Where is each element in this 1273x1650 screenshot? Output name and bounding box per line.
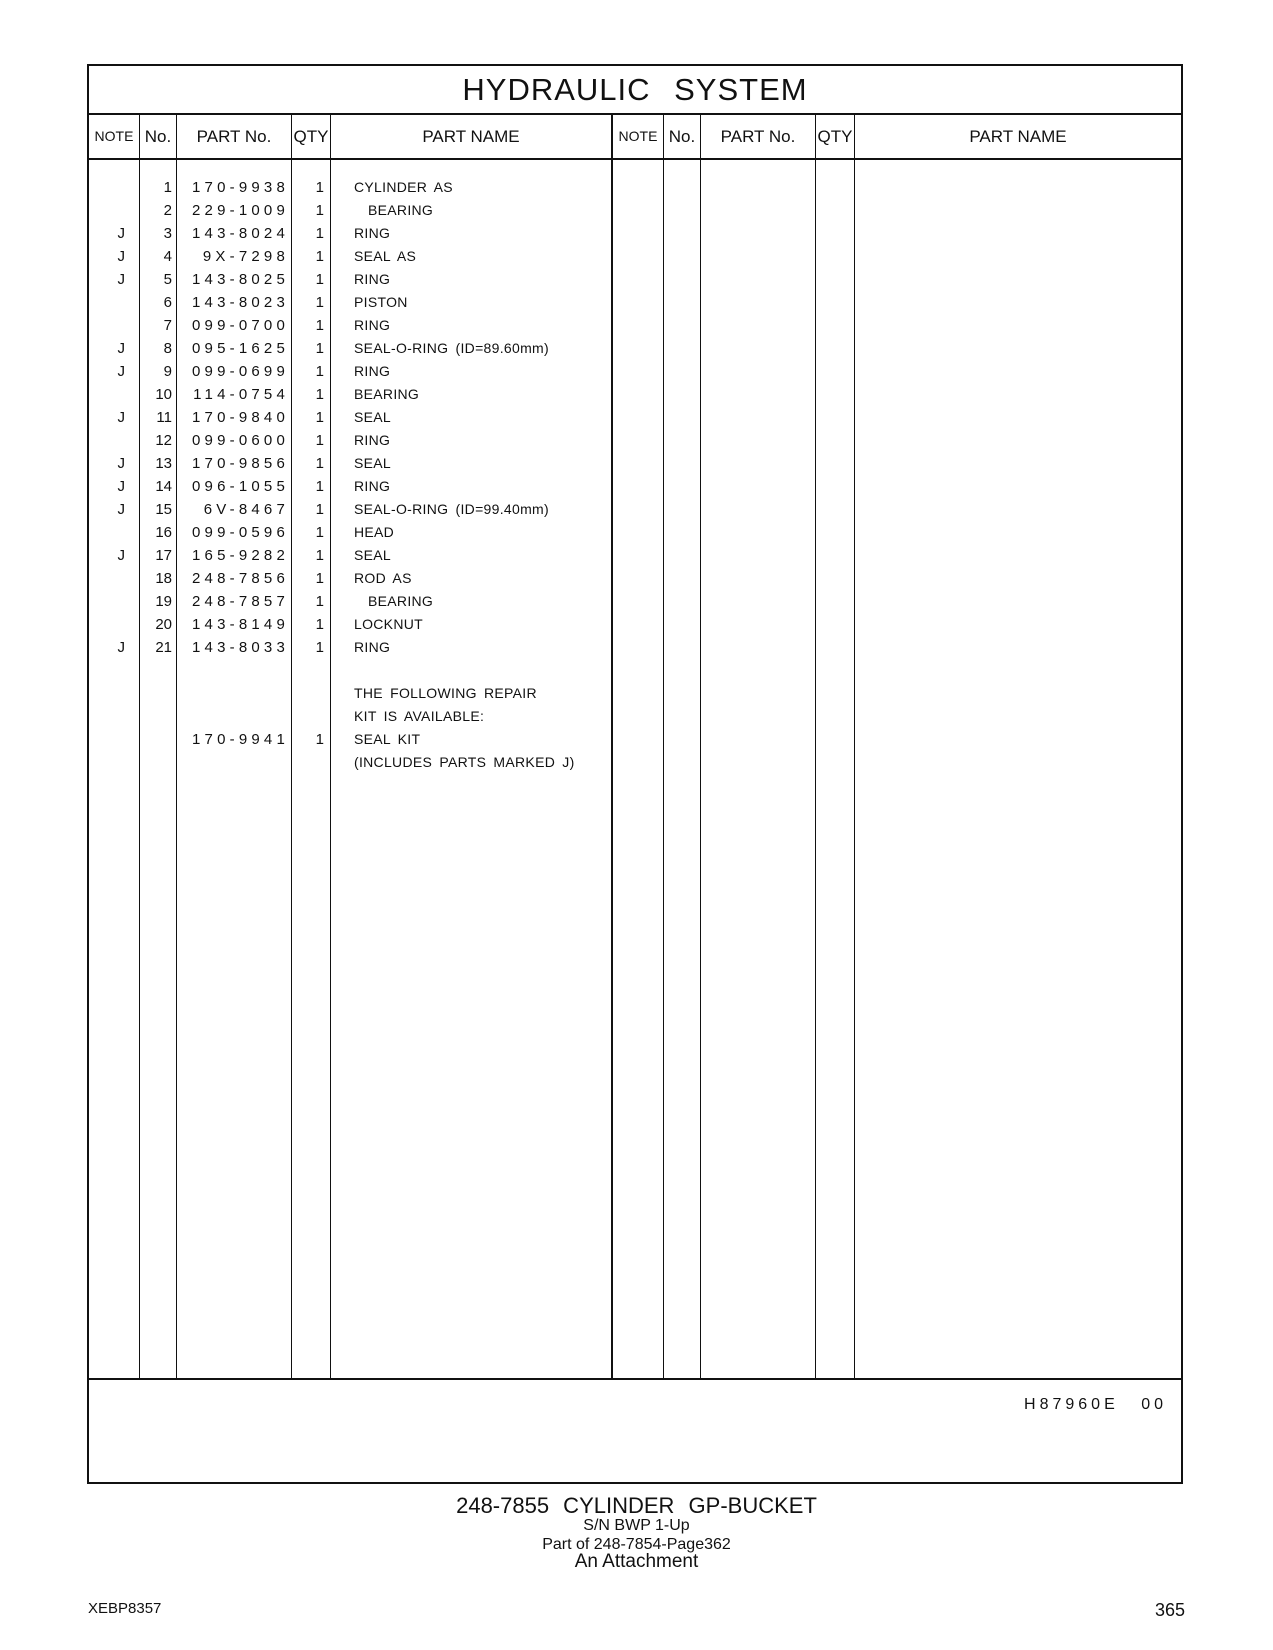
table-row	[89, 245, 649, 268]
row-part-name: BEARING	[368, 202, 434, 218]
table-row	[89, 498, 649, 521]
row-part-number: 170-9941	[192, 731, 289, 748]
table-row	[89, 475, 649, 498]
row-part-name: (INCLUDES PARTS MARKED J)	[354, 754, 575, 770]
row-number: 20	[155, 616, 172, 633]
header-part-no-left: PART No.	[177, 113, 291, 160]
row-number: 16	[155, 524, 172, 541]
row-part-name: RING	[354, 225, 391, 241]
row-number: 13	[155, 455, 172, 472]
row-part-name: LOCKNUT	[354, 616, 423, 632]
row-note	[89, 521, 139, 544]
drawing-code: H87960E 00	[1024, 1396, 1167, 1413]
header-note-left: NOTE	[89, 113, 139, 160]
row-number	[143, 659, 172, 682]
table-row	[89, 383, 649, 406]
row-part-number: 165-9282	[192, 547, 289, 564]
row-part-number: 099-0699	[192, 363, 289, 380]
row-quantity: 1	[315, 455, 324, 472]
row-part-number: 143-8149	[192, 616, 289, 633]
header-no-right: No.	[664, 113, 700, 160]
row-number: 17	[155, 547, 172, 564]
row-note: J	[117, 547, 125, 564]
page-title: HYDRAULIC SYSTEM	[89, 66, 1181, 115]
row-quantity: 1	[315, 570, 324, 587]
table-row	[89, 636, 649, 659]
row-quantity: 1	[315, 593, 324, 610]
row-quantity: 1	[315, 501, 324, 518]
row-number: 9	[163, 363, 172, 380]
row-quantity: 1	[315, 340, 324, 357]
row-part-number: 143-8023	[192, 294, 289, 311]
row-number: 1	[163, 179, 172, 196]
row-quantity: 1	[315, 731, 324, 748]
row-quantity: 1	[315, 317, 324, 334]
table-row	[89, 314, 649, 337]
caption-part-of: Part of 248-7854-Page362	[542, 1536, 731, 1553]
row-part-number: 099-0596	[192, 524, 289, 541]
row-number	[143, 705, 172, 728]
row-number: 19	[155, 593, 172, 610]
row-note	[89, 314, 139, 337]
document-id: XEBP8357	[88, 1600, 162, 1617]
row-note: J	[117, 363, 125, 380]
row-part-name: RING	[354, 317, 391, 333]
row-part-number	[179, 751, 289, 774]
row-number: 12	[155, 432, 172, 449]
row-note	[89, 176, 139, 199]
row-note	[89, 383, 139, 406]
row-part-name: RING	[354, 363, 391, 379]
row-part-number: 099-0700	[192, 317, 289, 334]
table-row	[89, 705, 649, 728]
row-part-number: 143-8024	[192, 225, 289, 242]
row-number: 3	[163, 225, 172, 242]
row-number: 5	[163, 271, 172, 288]
table-row	[89, 613, 649, 636]
header-note-right: NOTE	[613, 113, 663, 160]
column-divider	[663, 113, 664, 1378]
row-part-number	[179, 659, 289, 682]
row-part-name: PISTON	[354, 294, 408, 310]
row-note: J	[117, 225, 125, 242]
row-part-number: 9X-7298	[202, 248, 289, 265]
row-part-name	[354, 659, 644, 682]
row-note	[89, 199, 139, 222]
row-number: 8	[163, 340, 172, 357]
row-number: 15	[155, 501, 172, 518]
table-row	[89, 682, 649, 705]
row-quantity: 1	[315, 363, 324, 380]
row-note	[89, 429, 139, 452]
parts-table-frame	[87, 64, 1183, 1484]
column-divider	[854, 113, 855, 1378]
row-note: J	[117, 501, 125, 518]
table-row	[89, 360, 649, 383]
row-part-name: THE FOLLOWING REPAIR	[354, 685, 537, 701]
row-number: 4	[163, 248, 172, 265]
table-row	[89, 268, 649, 291]
row-number: 21	[155, 639, 172, 656]
row-part-number: 248-7857	[192, 593, 289, 610]
table-row	[89, 337, 649, 360]
row-part-name: SEAL	[354, 455, 391, 471]
table-row	[89, 751, 649, 774]
row-part-number: 170-9938	[192, 179, 289, 196]
caption-serial: S/N BWP 1-Up	[583, 1517, 690, 1534]
row-quantity: 1	[315, 271, 324, 288]
row-note: J	[117, 478, 125, 495]
table-row	[89, 222, 649, 245]
row-quantity: 1	[315, 225, 324, 242]
header-part-name-left: PART NAME	[331, 113, 611, 160]
row-note	[89, 567, 139, 590]
row-quantity: 1	[315, 409, 324, 426]
row-note: J	[117, 271, 125, 288]
row-number: 10	[155, 386, 172, 403]
row-part-number: 095-1625	[192, 340, 289, 357]
row-note: J	[117, 639, 125, 656]
table-row	[89, 567, 649, 590]
table-row	[89, 291, 649, 314]
row-part-name: CYLINDER AS	[354, 179, 453, 195]
caption-title: 248-7855 CYLINDER GP-BUCKET	[456, 1493, 817, 1518]
row-part-name: BEARING	[354, 386, 420, 402]
row-part-number	[179, 705, 289, 728]
row-quantity: 1	[315, 248, 324, 265]
row-part-name: RING	[354, 639, 391, 655]
row-note: J	[117, 455, 125, 472]
row-note	[89, 613, 139, 636]
row-note: J	[117, 340, 125, 357]
row-part-name: RING	[354, 432, 391, 448]
row-part-number: 170-9840	[192, 409, 289, 426]
row-note: J	[117, 248, 125, 265]
row-note	[89, 682, 139, 705]
row-note: J	[117, 409, 125, 426]
header-qty-left: QTY	[292, 113, 330, 160]
row-quantity: 1	[315, 294, 324, 311]
table-row	[89, 728, 649, 751]
row-part-number: 114-0754	[193, 386, 289, 403]
header-no-left: No.	[140, 113, 176, 160]
row-number	[143, 682, 172, 705]
row-quantity	[293, 682, 324, 705]
row-number: 18	[155, 570, 172, 587]
row-note	[89, 728, 139, 751]
row-part-number: 143-8025	[192, 271, 289, 288]
row-quantity: 1	[315, 639, 324, 656]
header-qty-right: QTY	[816, 113, 854, 160]
row-number: 2	[163, 202, 172, 219]
row-quantity	[293, 751, 324, 774]
table-row	[89, 176, 649, 199]
row-part-name: KIT IS AVAILABLE:	[354, 708, 485, 724]
row-part-name: BEARING	[368, 593, 434, 609]
header-part-no-right: PART No.	[701, 113, 815, 160]
row-quantity: 1	[315, 432, 324, 449]
row-note	[89, 590, 139, 613]
row-part-number: 143-8033	[192, 639, 289, 656]
table-row	[89, 521, 649, 544]
table-bottom-rule	[89, 1378, 1181, 1380]
table-row	[89, 199, 649, 222]
row-quantity: 1	[315, 547, 324, 564]
row-part-number: 229-1009	[192, 202, 289, 219]
table-row	[89, 429, 649, 452]
table-row	[89, 406, 649, 429]
header-divider	[89, 158, 1181, 160]
row-note	[89, 659, 139, 682]
row-part-number: 248-7856	[192, 570, 289, 587]
table-row	[89, 452, 649, 475]
row-part-name: SEAL-O-RING (ID=89.60mm)	[354, 340, 549, 356]
column-divider	[700, 113, 701, 1378]
parts-list	[89, 176, 649, 774]
row-number	[143, 751, 172, 774]
row-part-name: SEAL	[354, 547, 391, 563]
row-number: 11	[156, 409, 172, 426]
row-part-name: RING	[354, 271, 391, 287]
row-part-number: 6V-8467	[203, 501, 289, 518]
row-number: 6	[163, 294, 172, 311]
row-part-number: 096-1055	[192, 478, 289, 495]
row-part-name: ROD AS	[354, 570, 412, 586]
row-part-name: SEAL-O-RING (ID=99.40mm)	[354, 501, 549, 517]
row-quantity: 1	[315, 202, 324, 219]
row-part-name: HEAD	[354, 524, 395, 540]
row-note	[89, 751, 139, 774]
row-note	[89, 705, 139, 728]
row-part-number: 170-9856	[192, 455, 289, 472]
header-part-name-right: PART NAME	[855, 113, 1181, 160]
row-quantity: 1	[315, 386, 324, 403]
table-row	[89, 590, 649, 613]
row-part-name: SEAL AS	[354, 248, 417, 264]
row-quantity: 1	[315, 524, 324, 541]
row-number	[143, 728, 172, 751]
row-part-number	[179, 682, 289, 705]
table-row	[89, 544, 649, 567]
column-divider	[815, 113, 816, 1378]
row-quantity: 1	[315, 179, 324, 196]
row-note	[89, 291, 139, 314]
row-number: 14	[155, 478, 172, 495]
row-part-name: SEAL KIT	[354, 731, 421, 747]
row-part-number: 099-0600	[192, 432, 289, 449]
table-row	[89, 659, 649, 682]
row-quantity	[293, 705, 324, 728]
caption-attachment: An Attachment	[574, 1551, 699, 1572]
row-quantity: 1	[315, 478, 324, 495]
row-part-name: RING	[354, 478, 391, 494]
page-number: 365	[1154, 1600, 1185, 1620]
row-part-name: SEAL	[354, 409, 391, 425]
row-quantity	[293, 659, 324, 682]
row-number: 7	[163, 317, 172, 334]
row-quantity: 1	[315, 616, 324, 633]
